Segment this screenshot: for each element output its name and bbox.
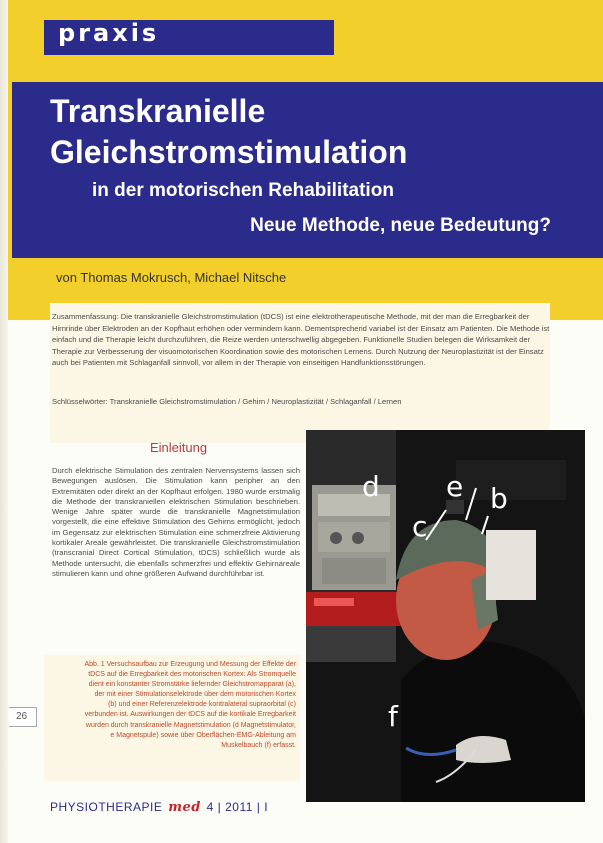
- subtitle-line-2: Neue Methode, neue Bedeutung?: [250, 215, 551, 236]
- title-line-2: Gleichstromstimulation: [50, 134, 408, 170]
- footer-journal: PHYSIOTHERAPIE: [50, 800, 163, 814]
- authors: von Thomas Mokrusch, Michael Nitsche: [56, 270, 287, 285]
- figure-label-d: d: [362, 470, 380, 503]
- body-text: Durch elektrische Stimulation des zentralen Nervensystems lassen sich Bewegungen auslösen. Die Stimulation kann peripher an den Extremitäten oder direkt an der Kopfhaut erfolgen. 1980 wurde erstmalig die Methode der transkraniellen elektrischen Stimulation beschrieben. Wenige Jahre später wurde die transkranielle Magnetstimulation vorgestellt, die eine effektive Stimulation des Gehirns ermöglicht, jedoch im Gegensatz zur elektrischen Stimulation eine schmerzfreie Aktivierung kortikaler Areale gewährleistet. Die transkranielle Gleichstromstimulation (transcranial Direct Cortical Stimulation, tDCS) schließlich wurde als Methode untersucht, die ebenfalls schmerzfrei und effektiv Gehirnareale stimulieren kann und ohne größeren Aufwand durchführbar ist.: [52, 466, 300, 578]
- figure-photo: [306, 430, 585, 802]
- figure-label-f: f: [388, 700, 398, 733]
- footer-brand: med: [168, 800, 201, 815]
- page-number: 26: [16, 711, 28, 722]
- section-heading: Einleitung: [150, 440, 208, 455]
- figure-caption: Abb. 1 Versuchsaufbau zur Erzeugung und Messung der Effekte der tDCS auf die Erregbarkeit des motorischen Kortex: Als Stromquelle dient ein konstanter Stromstärke liefernder Gleichstromapparat (a), der mit einer Stimulationselektrode über dem motorischen Kortex (b) und einer Referenzelektrode kontralateral supraorbital (c) verbunden ist. Auswirkungen der tDCS auf die kortikale Erregbarkeit wurden durch transkranielle Magnetstimulation (d Magnetstimulator, e Magnetspule) sowie über Oberflächen-EMG-Ableitung am Muskelbauch (f) erfasst.: [84, 661, 296, 749]
- abstract-text: Zusammenfassung: Die transkranielle Gleichstromstimulation (tDCS) ist eine elektrotherapeutische Methode, mit der man die Erregbarkeit der Hirnrinde über Elektroden an der Kopfhaut erhöhen oder vermindern kann. Dementsprechend variabel ist der Einsatz am Patienten. Die Methode ist einfach und die Therapie leicht durchzuführen, die Reize werden unterschwellig abgegeben. Funktionelle Studien belegen die Wirksamkeit der Therapie zur Verbesserung der visuomotorischen Koordination sowie des motorischen Lernens. Durch Nutzung der Neuroplastizität ist der Einsatz auch bei Patienten mit Schlaganfall sinnvoll, vor allem in der Therapie von einseitigen Handfunktionsstörungen.: [52, 312, 550, 368]
- page-edge: [0, 0, 8, 843]
- section-label: praxis: [58, 19, 160, 47]
- figure-label-c: c: [412, 510, 428, 543]
- subtitle-line-1: in der motorischen Rehabilitation: [92, 180, 394, 201]
- footer: [50, 800, 268, 815]
- title-line-1: Transkranielle: [50, 93, 266, 129]
- figure-label-b: b: [490, 482, 508, 515]
- figure-label-e: e: [446, 470, 464, 503]
- footer-issue: 4 | 2011 | I: [206, 800, 269, 814]
- keywords: Schlüsselwörter: Transkranielle Gleichstromstimulation / Gehirn / Neuroplastizität / Schlaganfall / Lernen: [52, 397, 402, 406]
